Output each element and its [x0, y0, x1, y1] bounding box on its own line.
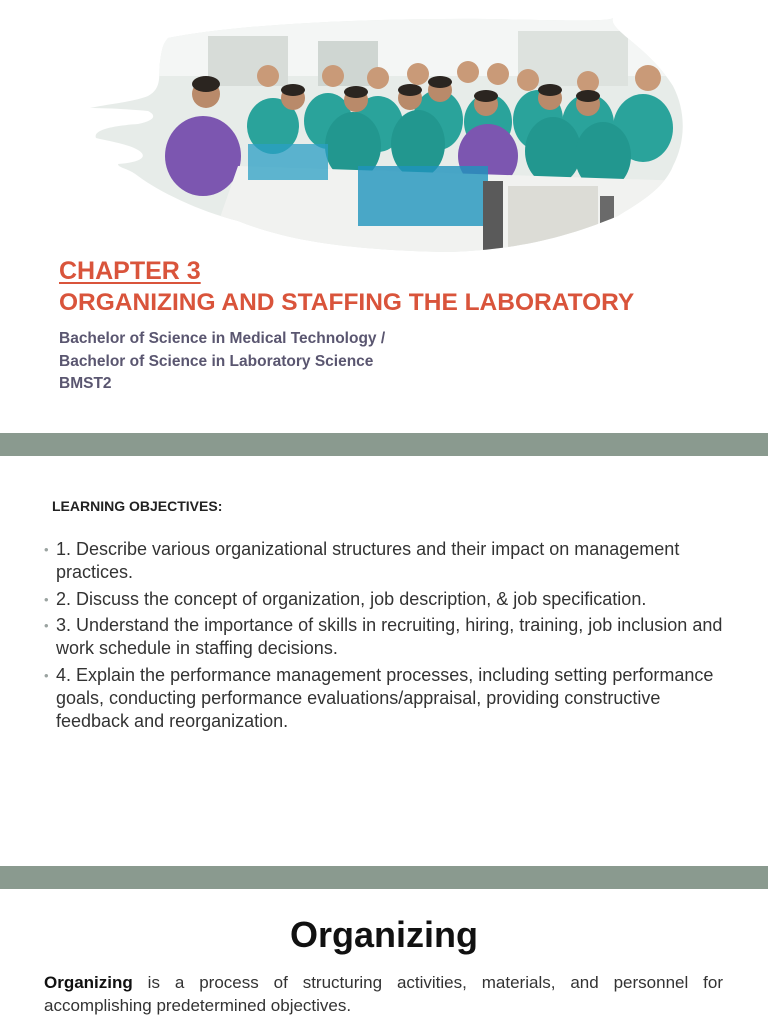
program-subtitle: [59, 328, 385, 396]
lab-staff-photo: [88, 16, 686, 252]
bullet-icon: •: [44, 542, 49, 557]
slide-divider: [0, 866, 768, 889]
bullet-icon: •: [44, 667, 49, 683]
objectives-list: [44, 538, 734, 736]
objective-item: [44, 614, 734, 660]
subtitle-line: Bachelor of Science in Medical Technology /: [59, 330, 386, 347]
organizing-slide: [0, 889, 768, 1024]
objective-item: [44, 588, 734, 611]
defined-term: Organizing: [44, 973, 133, 992]
chapter-label: CHAPTER 3: [59, 257, 201, 285]
objective-text: 1. Describe various organizational structures and their impact on management practices.: [56, 539, 680, 582]
slide-divider: [0, 433, 768, 456]
subtitle-line: Bachelor of Science in Laboratory Science: [59, 352, 374, 370]
objective-text: 3. Understand the importance of skills in recruiting, hiring, training, job inclusion and work schedule in staffing decisions.: [56, 615, 723, 658]
objective-text: 4. Explain the performance management processes, including setting performance goals, conducting performance evaluations/appraisal, providing constructive feedback and reorganization.: [56, 664, 714, 731]
objective-item: [44, 538, 734, 584]
bullet-icon: •: [44, 591, 49, 607]
objective-item: [44, 664, 734, 733]
subtitle-line: BMST2: [59, 375, 112, 392]
title-slide: [0, 0, 768, 433]
chapter-title: ORGANIZING AND STAFFING THE LABORATORY: [59, 289, 635, 316]
slide-title: Organizing: [290, 914, 478, 955]
definition-text: is a process of structuring activities, materials, and personnel for accomplishing predetermined objectives.: [44, 973, 723, 1015]
objectives-slide: [0, 456, 768, 866]
objectives-heading: LEARNING OBJECTIVES:: [52, 498, 223, 514]
definition-paragraph: [44, 971, 723, 1017]
bullet-icon: •: [44, 618, 49, 633]
objective-text: 2. Discuss the concept of organization, job description, & job specification.: [56, 588, 647, 609]
